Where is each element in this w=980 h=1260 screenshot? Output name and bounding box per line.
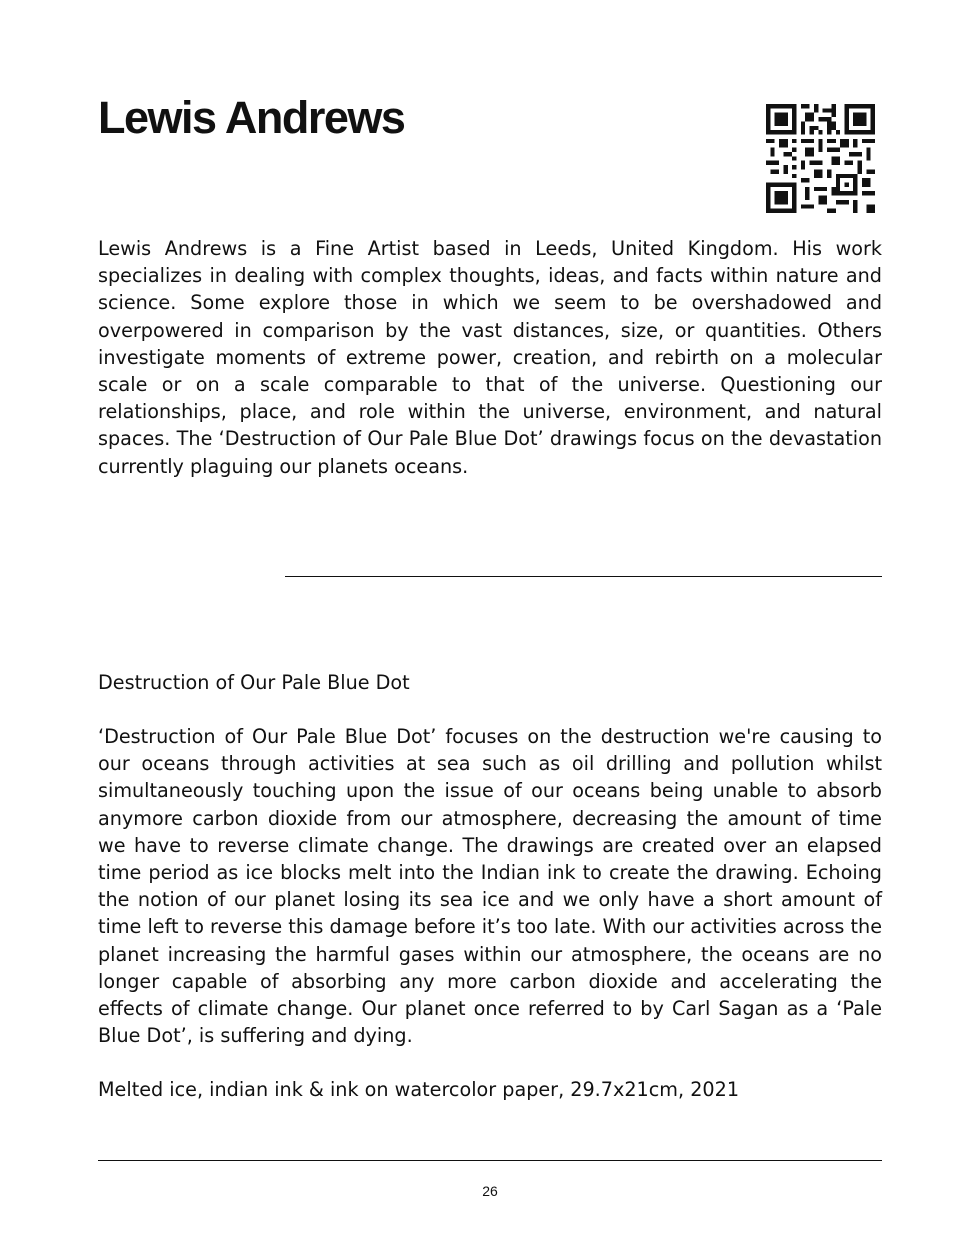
artist-name-title: Lewis Andrews xyxy=(98,92,405,143)
footer-divider xyxy=(98,1160,882,1161)
artwork-title: Destruction of Our Pale Blue Dot xyxy=(98,671,410,694)
artwork-description: ‘Destruction of Our Pale Blue Dot’ focuses on the destruction we're causing to our oceans through activities at sea such as oil drilling and pollution whilst simultaneously touching upon the issue of our oceans being unable to absorb anymore carbon dioxide from our atmosphere, decreasing the amount of time we have to reverse climate change. The drawings are created over an elapsed time period as ice blocks melt into the Indian ink to create the drawing. Echoing the notion of our planet losing its sea ice and we only have a short amount of time left to reverse this damage before it’s too late. With our activities across the planet increasing the harmful gases within our atmosphere, the oceans are no longer capable of absorbing any more carbon dioxide and accelerating the effects of climate change. Our planet once referred to by Carl Sagan as a ‘Pale Blue Dot’, is suffering and dying. xyxy=(98,725,882,1048)
section-divider xyxy=(285,576,882,577)
page-number: 26 xyxy=(482,1183,498,1199)
artwork-medium: Melted ice, indian ink & ink on watercolor paper, 29.7x21cm, 2021 xyxy=(98,1078,740,1101)
qr-code-icon[interactable] xyxy=(766,104,875,213)
artist-bio: Lewis Andrews is a Fine Artist based in Leeds, United Kingdom. His work specializes in dealing with complex thoughts, ideas, and facts within nature and science. Some explore those in which we seem to be overshadowed and overpowered in comparison by the vast distances, size, or quantities. Others investigate moments of extreme power, creation, and rebirth on a molecular scale or on a scale comparable to that of the universe. Questioning our relationships, place, and role within the universe, environment, and natural spaces. The ‘Destruction of Our Pale Blue Dot’ drawings focus on the devastation currently plaguing our planets oceans. xyxy=(98,237,882,478)
